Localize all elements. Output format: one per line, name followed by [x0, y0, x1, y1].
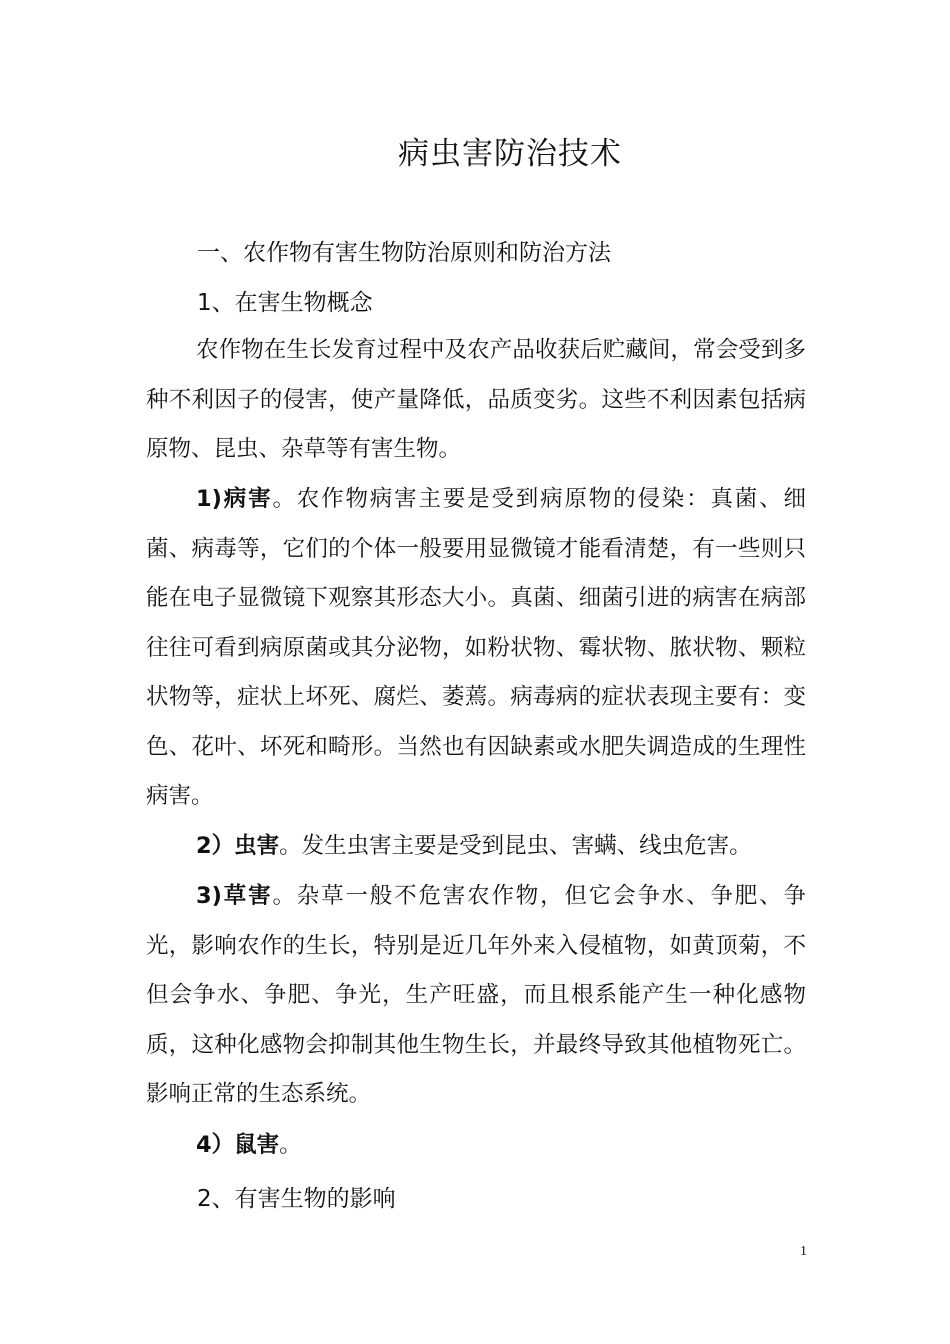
insect-paragraph	[146, 822, 806, 872]
subsection-heading-2: 2、有害生物的影响	[197, 1186, 396, 1212]
disease-text: 。农作物病害主要是受到病原物的侵染：真菌、细菌、病毒等，它们的个体一般要用显微镜才能看清楚，有一些则只能在电子显微镜下观察其形态大小。真菌、细菌引进的病害在病部往往可看到病原菌或其分泌物，如粉状物、霉状物、脓状物、颗粒状物等，症状上坏死、腐烂、萎蔫。病毒病的症状表现主要有：变色、花叶、坏死和畸形。当然也有因缺素或水肥失调造成的生理性病害。	[146, 486, 806, 809]
weed-text: 。杂草一般不危害农作物，但它会争水、争肥、争光，影响农作的生长，特别是近几年外来入侵植物，如黄顶菊，不但会争水、争肥、争光，生产旺盛，而且根系能产生一种化感物质，这种化感物会抑制其他生物生长，并最终导致其他植物死亡。影响正常的生态系统。	[146, 883, 806, 1107]
intro-paragraph: 农作物在生长发育过程中及农产品收获后贮藏间，常会受到多种不利因子的侵害，使产量降低，品质变劣。这些不利因素包括病原物、昆虫、杂草等有害生物。	[146, 337, 806, 462]
subsection-heading: 1、在害生物概念	[197, 290, 373, 316]
rodent-paragraph	[146, 1121, 806, 1171]
insect-text: 。发生虫害主要是受到昆虫、害螨、线虫危害。	[279, 833, 752, 859]
rodent-text: 。	[279, 1132, 302, 1158]
weed-paragraph	[146, 872, 806, 1120]
disease-paragraph	[146, 475, 806, 822]
page-number: 1	[800, 1244, 807, 1259]
section-heading: 一、农作物有害生物防治原则和防治方法	[197, 240, 611, 266]
insect-lead: 2）虫害	[196, 833, 280, 859]
rodent-lead: 4）鼠害	[196, 1132, 280, 1158]
weed-lead: 3)草害	[196, 883, 273, 909]
page-title: 病虫害防治技术	[398, 136, 622, 172]
disease-lead: 1)病害	[196, 486, 273, 512]
